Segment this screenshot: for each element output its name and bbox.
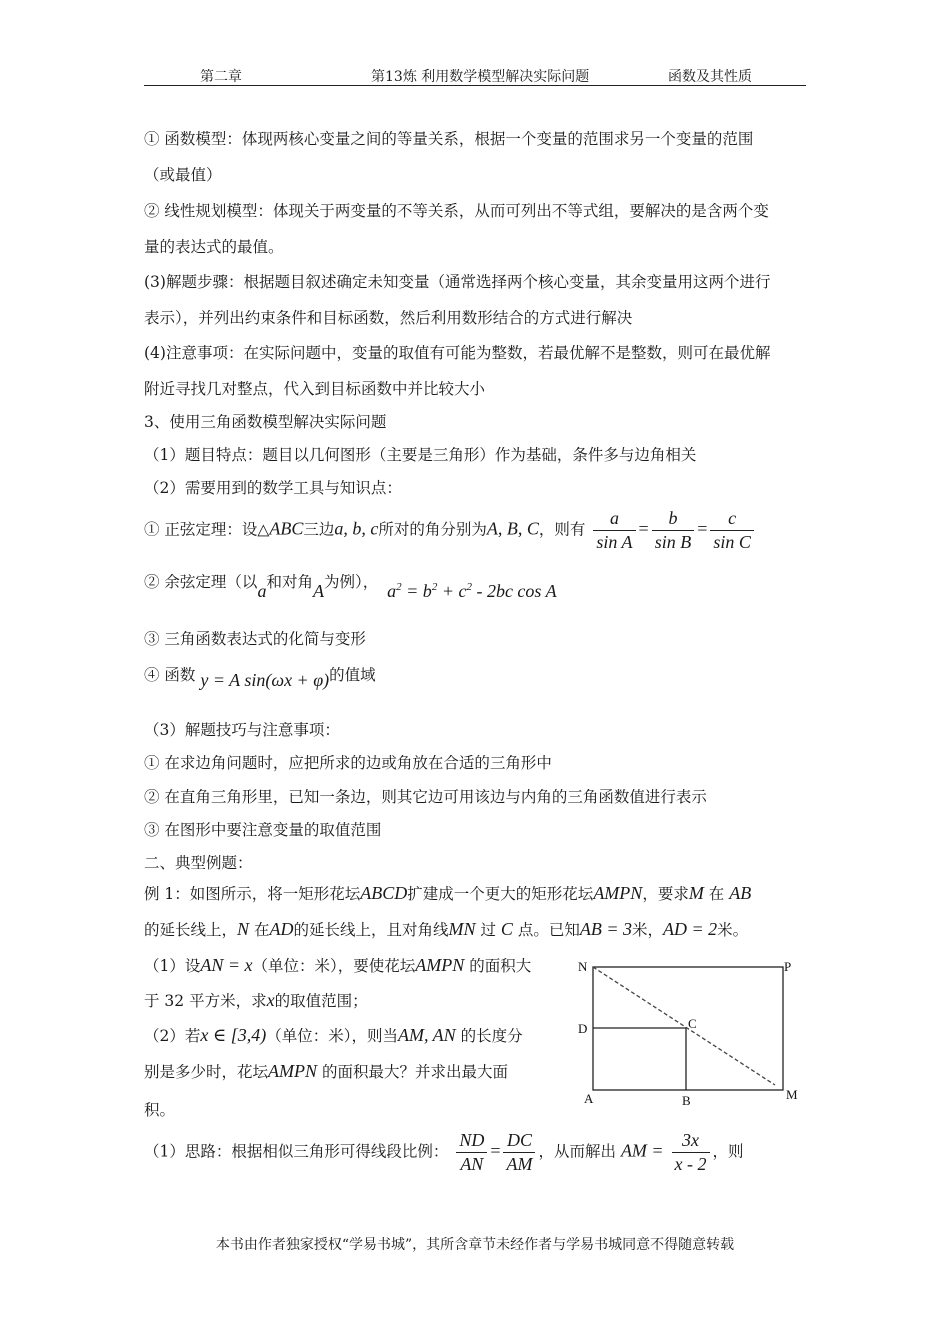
section-heading: 二、典型例题： [144,854,253,872]
math: AMPN [593,883,643,903]
cosine-formula: $a^2 = b^2 + c^2 - 2bc$ cos A [387,581,557,601]
function-formula: y = A sin(ωx + φ) [200,670,330,690]
label-C: C [688,1016,697,1031]
paragraph: ① 函数模型：体现两核心变量之间的等量关系，根据一个变量的范围求另一个变量的范围 [144,130,754,148]
text: 扩建成一个更大的矩形花坛 [407,885,594,903]
math-A: A [312,581,324,601]
fraction-3x: $\frac{3x}{x - 2}$ [672,1130,710,1175]
text: 在 [708,885,725,903]
math: ABCD [360,883,408,903]
text: ，要求 [642,885,689,903]
math: x ∈ [3,4) [200,1025,267,1045]
function-prefix: ④ 函数 [144,666,196,684]
section-heading: 3、使用三角函数模型解决实际问题 [144,413,387,431]
math: MN [448,919,476,939]
text: 米。 [717,921,749,939]
math-angles: A, B, C [486,518,539,539]
paragraph: （或最值） [144,166,222,184]
fraction-b-sinB: $\frac{b}{\text{sin B}}$ [652,508,695,553]
sine-law-text: 所对的角分别为 [378,520,487,539]
paragraph: (4)注意事项：在实际问题中，变量的取值有可能为整数，若最优解不是整数，则可在最优解 [144,344,771,362]
paragraph: 表示），并列出约束条件和目标函数，然后利用数形结合的方式进行解决 [144,309,633,327]
paragraph: （2）需要用到的数学工具与知识点： [144,479,402,497]
paragraph: （3）解题技巧与注意事项： [144,721,340,739]
sine-law-text: ，则有 [538,520,586,539]
math: AMPN [415,955,465,975]
text: ，则 [712,1142,744,1161]
fraction-a-sinA: $\frac{a}{\text{sin A}}$ [593,508,635,553]
header-rule [144,85,806,86]
paragraph: ③ 在图形中要注意变量的取值范围 [144,821,382,839]
fraction-dc-am: $\frac{DC}{AM}$ [503,1130,535,1175]
paragraph: ① 在求边角问题时，应把所求的边或角放在合适的三角形中 [144,754,552,772]
question-line [144,1060,508,1082]
function-line [144,663,376,690]
sine-law-text: 三边 [303,520,335,539]
inner-rectangle [593,1028,686,1090]
text: 点。已知 [517,921,580,939]
paragraph: 量的表达式的最值。 [144,238,284,256]
label-M: M [786,1087,798,1102]
question-line [144,1024,523,1046]
example-line [144,882,751,904]
header-topic: 函数及其性质 [668,69,752,85]
cosine-law-line [144,570,557,601]
text: 别是多少时，花坛 [144,1063,269,1081]
question-line [144,989,368,1011]
text: 的延长线上， [144,921,238,939]
paragraph: 附近寻找几对整点，代入到目标函数中并比较大小 [144,380,486,398]
label-D: D [578,1021,588,1036]
text: 的面积大 [469,957,532,975]
math: AMPN [268,1061,318,1081]
paragraph: ② 线性规划模型：体现关于两变量的不等关系，从而可列出不等式组，要解决的是含两个变 [144,202,769,220]
function-suffix: 的值域 [329,666,376,684]
label-B: B [682,1093,691,1108]
math: AB = 3 [579,919,632,939]
paragraph: (3)解题步骤：根据题目叙述确定未知变量（通常选择两个核心变量，其余变量用这两个进行 [144,273,771,291]
text: 在 [253,921,270,939]
example-line [144,918,748,940]
text: 的取值范围； [274,992,368,1010]
text: 米， [632,921,664,939]
text: （单位：米），则当 [266,1027,398,1045]
math-abc-triangle: ABC [269,518,304,539]
text: （1）思路：根据相似三角形可得线段比例： [144,1142,449,1161]
cosine-law-text: 和对角 [266,573,313,591]
text: 于 32 平方米，求 [144,992,267,1010]
math: M [688,883,704,903]
rectangle-diagram [570,955,810,1110]
math: AM, AN [397,1025,456,1045]
math: AM = [620,1140,664,1161]
label-N: N [578,959,588,974]
text: （1）设 [144,957,201,975]
diagonal-mn [593,967,775,1085]
text: 的长度分 [460,1027,523,1045]
cosine-law-prefix: ② 余弦定理（以 [144,573,258,591]
math: x [266,990,275,1010]
text: （单位：米），要使花坛 [252,957,416,975]
text: 的延长线上，且对角线 [293,921,449,939]
paragraph: ② 在直角三角形里，已知一条边，则其它边可用该边与内角的三角函数值进行表示 [144,788,707,806]
solution-line: （1）思路：根据相似三角形可得线段比例： $\frac{ND}{AN}$ = $\frac{DC}{AM}$ ，从而解出 AM = $\frac{3x}{x - 2}$ ，则 [144,1130,744,1174]
text: （2）若 [144,1027,201,1045]
label-P: P [784,959,792,974]
footer-copyright: 本书由作者独家授权“学易书城”，其所含章节未经作者与学易书城同意不得随意转载 [215,1237,735,1253]
text: 的面积最大？并求出最大面 [321,1063,508,1081]
math: AN = x [200,955,253,975]
sine-law-line: ① 正弦定理：设△ABC三边a, b, c所对的角分别为A, B, C，则有 $\frac{a}{\text{sin A}}$ = $\frac{b}{\text{sin B}}$ = $\frac{c}{\text{sin C}}$ [144,508,757,553]
math: AB [729,883,752,903]
math-sides: a, b, c [334,518,379,539]
fraction-nd-an: $\frac{ND}{AN}$ [456,1130,487,1175]
math: C [500,919,513,939]
text: 例 1：如图所示，将一矩形花坛 [144,885,361,903]
math: AD [269,919,294,939]
text: ，从而解出 [538,1142,616,1161]
label-A: A [584,1091,594,1106]
question-line: 积。 [144,1101,176,1119]
math: AD = 2 [663,919,718,939]
paragraph: ③ 三角函数表达式的化简与变形 [144,630,366,648]
paragraph: （1）题目特点：题目以几何图形（主要是三角形）作为基础，条件多与边角相关 [144,446,697,464]
question-line [144,954,531,976]
header-chapter: 第二章 [200,69,242,85]
text: 过 [480,921,496,939]
math: N [237,919,250,939]
sine-law-prefix: ① 正弦定理：设△ [144,520,270,539]
fraction-c-sinC: $\frac{c}{\text{sin C}}$ [710,508,754,553]
header-lesson: 第13炼 利用数学模型解决实际问题 [371,69,590,85]
cosine-law-text: 为例）， [323,573,379,591]
math-a: a [257,581,267,601]
